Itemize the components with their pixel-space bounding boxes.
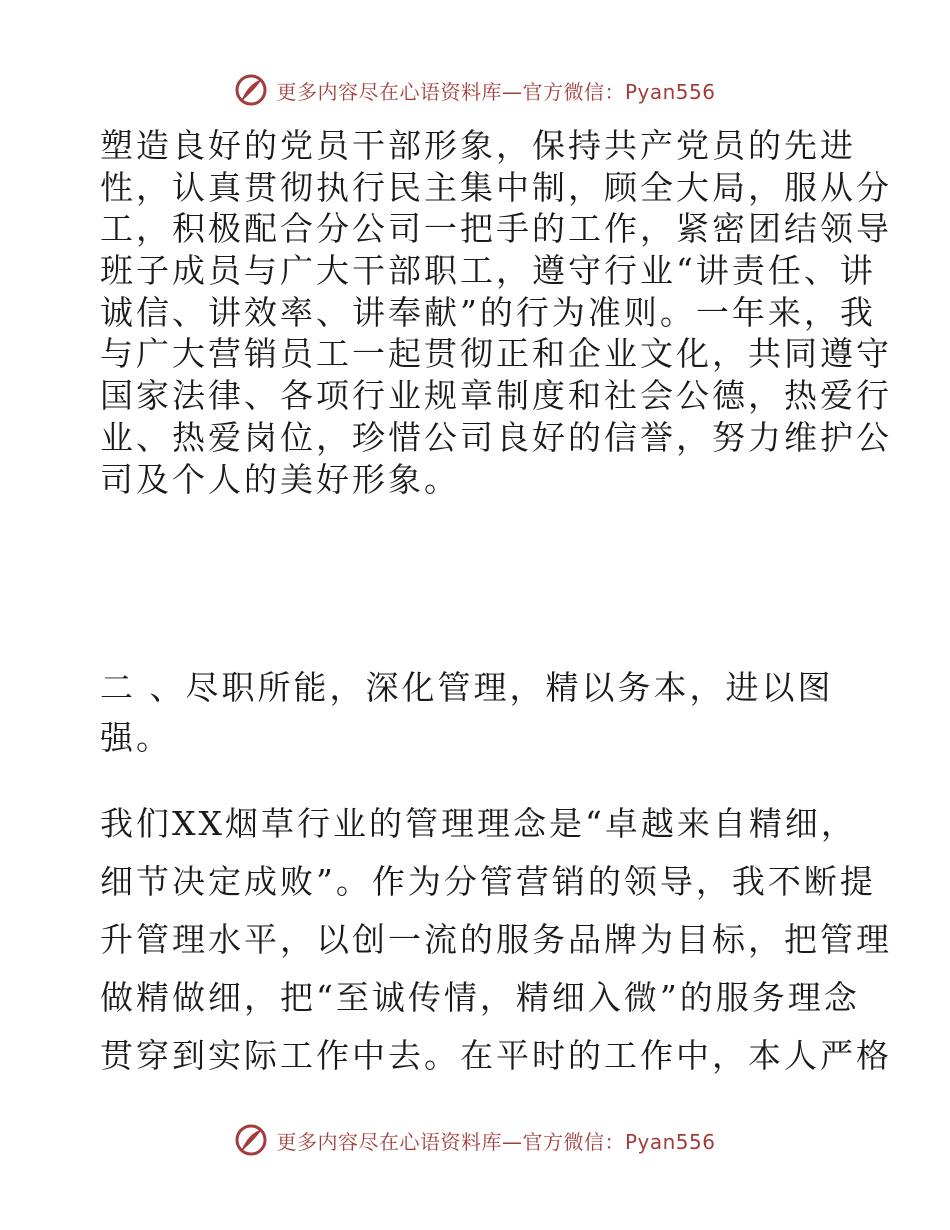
footer-banner xyxy=(0,1120,950,1160)
text-line: 司及个人的美好形象。 xyxy=(100,459,460,499)
heading-line: 强。 xyxy=(100,718,172,757)
text-line: 业、热爱岗位，珍惜公司良好的信誉，努力维护公 xyxy=(100,417,892,457)
paragraph-1 xyxy=(100,126,892,500)
paragraph-3 xyxy=(100,804,892,1076)
text-line: 升管理水平，以创一流的服务品牌为目标，把管理 xyxy=(100,920,892,959)
footer-banner-text: 更多内容尽在心语资料库—官方微信：Pyan556 xyxy=(276,1129,716,1154)
text-line: 性，认真贯彻执行民主集中制，顾全大局，服从分 xyxy=(100,167,892,207)
section-heading-2 xyxy=(100,668,860,758)
text-line: 贯穿到实际工作中去。在平时的工作中，本人严格 xyxy=(100,1036,892,1075)
text-line: 诚信、讲效率、讲奉献”的行为准则。一年来，我 xyxy=(100,292,876,332)
text-line: 与广大营销员工一起贯彻正和企业文化，共同遵守 xyxy=(100,334,892,374)
text-line: 班子成员与广大干部职工，遵守行业“讲责任、讲 xyxy=(100,251,876,291)
feather-logo-icon xyxy=(234,73,268,107)
document-body xyxy=(100,126,892,500)
feather-logo-icon xyxy=(234,1123,268,1157)
text-line: 国家法律、各项行业规章制度和社会公德，热爱行 xyxy=(100,376,892,416)
heading-line: 二 、尽职所能，深化管理，精以务本，进以图 xyxy=(100,668,834,707)
text-line: 做精做细，把“至诚传情，精细入微”的服务理念 xyxy=(100,978,860,1017)
header-banner-text: 更多内容尽在心语资料库—官方微信：Pyan556 xyxy=(276,79,716,104)
text-line: 细节决定成败”。作为分管营销的领导，我不断提 xyxy=(100,862,876,901)
text-line: 工，积极配合分公司一把手的工作，紧密团结领导 xyxy=(100,209,892,249)
text-line: 塑造良好的党员干部形象，保持共产党员的先进 xyxy=(100,126,856,165)
text-line: 我们XX烟草行业的管理理念是“卓越来自精细， xyxy=(100,804,857,843)
header-banner xyxy=(0,70,950,110)
